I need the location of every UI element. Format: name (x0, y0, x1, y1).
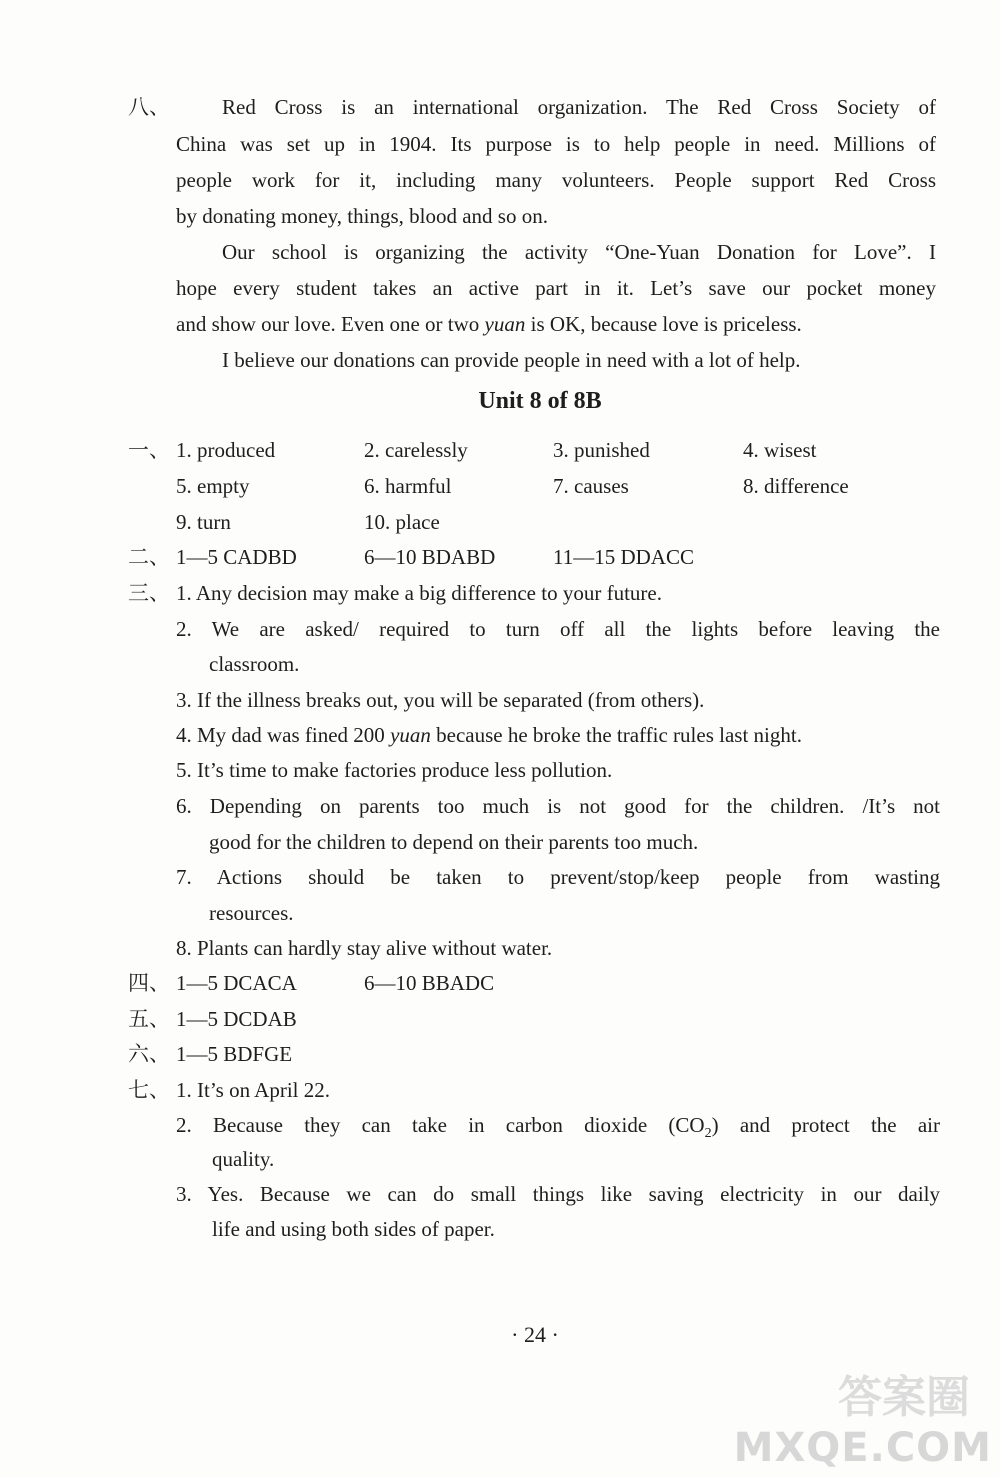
s7-line-3: 3. Yes. Because we can do small things like saving electricity in our daily (176, 1182, 940, 1206)
section-4-marker: 四、 (128, 971, 170, 995)
section-2-marker: 二、 (128, 545, 170, 569)
s2-item-3: 11—15 DDACC (553, 545, 694, 569)
s5-item-1: 1—5 DCDAB (176, 1007, 297, 1031)
s3-line-6b: good for the children to depend on their parents too much. (209, 830, 699, 854)
s2-item-2: 6—10 BDABD (364, 545, 496, 569)
section-7-marker: 七、 (128, 1078, 170, 1102)
s3-line-4: 4. My dad was fined 200 yuan because he broke the traffic rules last night. (176, 723, 802, 747)
s8-line-3: people work for it, including many volunteers. People support Red Cross (176, 168, 936, 192)
s8-line-4: by donating money, things, blood and so on. (176, 204, 548, 228)
s8-line-5: Our school is organizing the activity “One-Yuan Donation for Love”. I (222, 240, 936, 264)
s7-line-3b: life and using both sides of paper. (212, 1217, 495, 1241)
section-8-marker: 八、 (128, 95, 170, 119)
s7-line-2b: quality. (212, 1147, 275, 1171)
s3-line-7b: resources. (209, 901, 294, 925)
s1-item-9: 9. turn (176, 510, 231, 534)
s3-line-3: 3. If the illness breaks out, you will be separated (from others). (176, 688, 705, 712)
s3-line-5: 5. It’s time to make factories produce less pollution. (176, 758, 613, 782)
section-1-marker: 一、 (128, 438, 170, 462)
watermark-logo: 答案圈 (838, 1372, 970, 1423)
s1-item-8: 8. difference (743, 474, 849, 498)
s3-line-1: 1. Any decision may make a big difference to your future. (176, 581, 662, 605)
s1-item-7: 7. causes (553, 474, 629, 498)
s4-item-2: 6—10 BBADC (364, 971, 495, 995)
s8-line-7: and show our love. Even one or two yuan is OK, because love is priceless. (176, 312, 802, 336)
section-6-marker: 六、 (128, 1042, 170, 1066)
s1-item-3: 3. punished (553, 438, 650, 462)
s2-item-1: 1—5 CADBD (176, 545, 297, 569)
s3-line-7: 7. Actions should be taken to prevent/stop/keep people from wasting (176, 865, 940, 889)
s3-line-2b: classroom. (209, 652, 300, 676)
s1-item-5: 5. empty (176, 474, 250, 498)
unit-title: Unit 8 of 8B (478, 388, 602, 414)
watermark-text: MXQE.COM (733, 1425, 992, 1471)
s1-item-1: 1. produced (176, 438, 276, 462)
s8-line-6: hope every student takes an active part in it. Let’s save our pocket money (176, 276, 936, 300)
s4-item-1: 1—5 DCACA (176, 971, 297, 995)
s8-line-8: I believe our donations can provide people in need with a lot of help. (222, 348, 801, 372)
s6-item-1: 1—5 BDFGE (176, 1042, 293, 1066)
s1-item-4: 4. wisest (743, 438, 817, 462)
s1-item-6: 6. harmful (364, 474, 452, 498)
s7-line-2: 2. Because they can take in carbon dioxide $(CO_2)$ and protect the air (176, 1113, 940, 1142)
section-3-marker: 三、 (128, 581, 170, 605)
s3-line-2: 2. We are asked/ required to turn off all the lights before leaving the (176, 617, 940, 641)
s1-item-10: 10. place (364, 510, 440, 534)
section-5-marker: 五、 (128, 1007, 170, 1031)
s8-line-2: China was set up in 1904. Its purpose is to help people in need. Millions of (176, 132, 936, 156)
s7-line-1: 1. It’s on April 22. (176, 1078, 331, 1102)
s3-line-6: 6. Depending on parents too much is not good for the children. /It’s not (176, 794, 940, 818)
page-number: · 24 · (511, 1322, 559, 1347)
s3-line-8: 8. Plants can hardly stay alive without water. (176, 936, 553, 960)
s1-item-2: 2. carelessly (364, 438, 468, 462)
s8-line-1: Red Cross is an international organization. The Red Cross Society of (222, 95, 936, 119)
